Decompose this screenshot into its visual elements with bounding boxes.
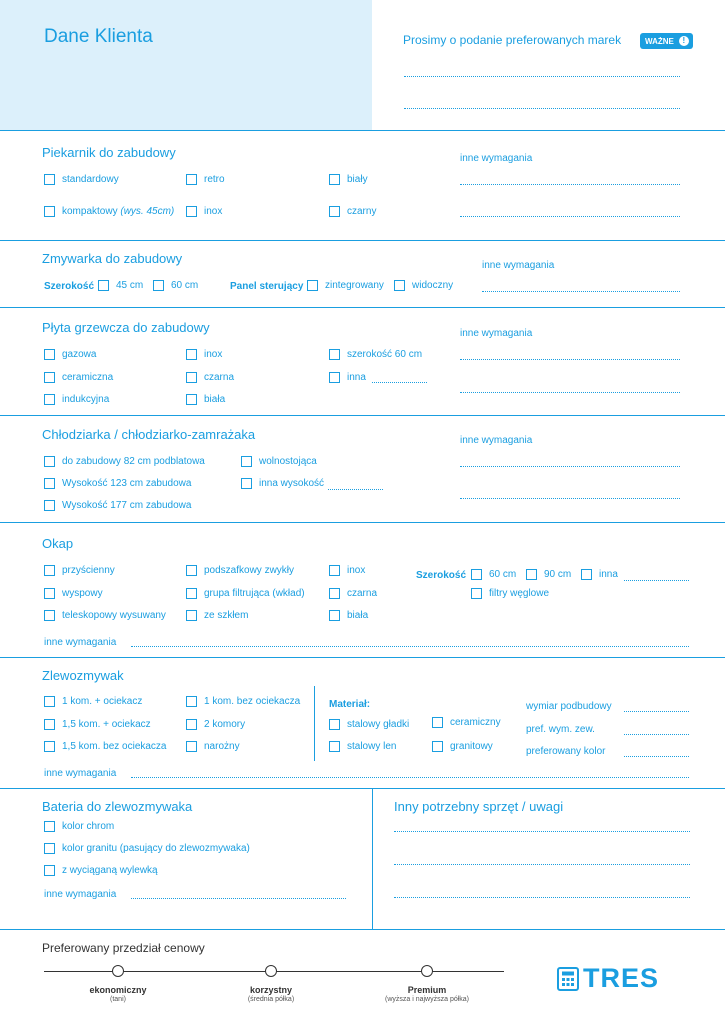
option-pullout[interactable]: z wyciąganą wylewką bbox=[44, 865, 158, 876]
other-req-line[interactable] bbox=[131, 898, 346, 899]
checkbox[interactable] bbox=[329, 741, 340, 752]
other-req-label: inne wymagania bbox=[460, 153, 533, 164]
price-sub: (tani) bbox=[110, 996, 126, 1003]
badge-label: WAŻNE bbox=[645, 36, 674, 46]
price-title: Preferowany przedział cenowy bbox=[42, 941, 205, 955]
hood-title: Okap bbox=[42, 536, 74, 551]
other-req-label: inne wymagania bbox=[460, 435, 533, 446]
option-granite[interactable]: granitowy bbox=[432, 741, 493, 752]
other-req-label: inne wymagania bbox=[482, 260, 555, 271]
other-req-line[interactable] bbox=[460, 466, 680, 467]
option-wall[interactable]: przyścienny bbox=[44, 565, 115, 576]
brands-line[interactable] bbox=[404, 76, 680, 77]
option-width-60[interactable]: szerokość 60 cm bbox=[329, 349, 422, 360]
other-req-line[interactable] bbox=[131, 646, 689, 647]
divider bbox=[0, 522, 725, 523]
divider bbox=[0, 929, 725, 930]
option-90[interactable]: 90 cm bbox=[526, 569, 571, 580]
checkbox[interactable] bbox=[526, 569, 537, 580]
checkbox[interactable] bbox=[186, 206, 197, 217]
field-label: pref. wym. zew. bbox=[526, 724, 595, 735]
field-label: wymiar podbudowy bbox=[526, 701, 612, 712]
option-filter-group[interactable]: grupa filtrująca (wkład) bbox=[186, 588, 305, 599]
other-req-label: inne wymagania bbox=[44, 768, 117, 779]
divider bbox=[0, 307, 725, 308]
checkbox[interactable] bbox=[186, 719, 197, 730]
option-steel-linen[interactable]: stalowy len bbox=[329, 741, 396, 752]
option-ceramic[interactable]: ceramiczna bbox=[44, 372, 113, 383]
option-123[interactable]: Wysokość 123 cm zabudowa bbox=[44, 478, 191, 489]
exclamation-icon: ! bbox=[679, 36, 689, 46]
option-freestanding[interactable]: wolnostojąca bbox=[241, 456, 317, 467]
checkbox[interactable] bbox=[329, 349, 340, 360]
option-other[interactable]: inna bbox=[329, 372, 366, 383]
other-req-label: inne wymagania bbox=[44, 637, 117, 648]
price-node-economy[interactable] bbox=[112, 965, 124, 977]
checkbox[interactable] bbox=[186, 174, 197, 185]
checkbox[interactable] bbox=[186, 349, 197, 360]
option-inox[interactable]: inox bbox=[186, 206, 222, 217]
option-island[interactable]: wyspowy bbox=[44, 588, 103, 599]
option-visible[interactable]: widoczny bbox=[394, 280, 453, 291]
option-chrome[interactable]: kolor chrom bbox=[44, 821, 114, 832]
width-label: Szerokość bbox=[416, 570, 467, 581]
checkbox[interactable] bbox=[153, 280, 164, 291]
option-under-counter[interactable]: do zabudowy 82 cm podblatowa bbox=[44, 456, 205, 467]
sink-title: Zlewozmywak bbox=[42, 668, 124, 683]
checkbox[interactable] bbox=[186, 394, 197, 405]
other-req-line[interactable] bbox=[482, 291, 680, 292]
width-label: Szerokość bbox=[44, 281, 95, 292]
option-1-no-drainer[interactable]: 1 kom. bez ociekacza bbox=[186, 696, 300, 707]
other-req-line[interactable] bbox=[460, 359, 680, 360]
option-gas[interactable]: gazowa bbox=[44, 349, 96, 360]
panel-label: Panel sterujący bbox=[230, 281, 304, 292]
option-steel-smooth[interactable]: stalowy gładki bbox=[329, 719, 409, 730]
checkbox[interactable] bbox=[471, 588, 482, 599]
option-retro[interactable]: retro bbox=[186, 174, 225, 185]
oven-title: Piekarnik do zabudowy bbox=[42, 145, 176, 160]
field-line[interactable] bbox=[624, 756, 689, 757]
option-2-bowls[interactable]: 2 komory bbox=[186, 719, 245, 730]
checkbox[interactable] bbox=[44, 174, 55, 185]
other-req-line[interactable] bbox=[131, 777, 689, 778]
checkbox[interactable] bbox=[44, 719, 55, 730]
price-label: korzystny bbox=[249, 985, 293, 995]
option-black[interactable]: czarna bbox=[186, 372, 234, 383]
divider bbox=[0, 240, 725, 241]
checkbox[interactable] bbox=[44, 478, 55, 489]
other-width-line[interactable] bbox=[624, 580, 689, 581]
checkbox[interactable] bbox=[186, 588, 197, 599]
checkbox[interactable] bbox=[186, 696, 197, 707]
checkbox[interactable] bbox=[44, 349, 55, 360]
other-req-line[interactable] bbox=[460, 392, 680, 393]
other-req-label: inne wymagania bbox=[44, 889, 117, 900]
option-60[interactable]: 60 cm bbox=[153, 280, 198, 291]
checkbox[interactable] bbox=[432, 741, 443, 752]
checkbox[interactable] bbox=[44, 696, 55, 707]
checkbox[interactable] bbox=[44, 372, 55, 383]
checkbox[interactable] bbox=[44, 843, 55, 854]
option-45[interactable]: 45 cm bbox=[98, 280, 143, 291]
notes-line[interactable] bbox=[394, 864, 690, 865]
checkbox[interactable] bbox=[44, 588, 55, 599]
price-sub: (średnia półka) bbox=[247, 996, 295, 1003]
checkbox[interactable] bbox=[98, 280, 109, 291]
option-glass[interactable]: ze szkłem bbox=[186, 610, 248, 621]
checkbox[interactable] bbox=[329, 588, 340, 599]
other-height-line[interactable] bbox=[328, 489, 383, 490]
checkbox[interactable] bbox=[186, 610, 197, 621]
brands-prompt: Prosimy o podanie preferowanych marek bbox=[403, 33, 622, 47]
price-node-standard[interactable] bbox=[265, 965, 277, 977]
checkbox[interactable] bbox=[186, 741, 197, 752]
option-inox[interactable]: inox bbox=[329, 565, 365, 576]
other-req-line[interactable] bbox=[460, 498, 680, 499]
dishwasher-title: Zmywarka do zabudowy bbox=[42, 251, 183, 266]
option-inox[interactable]: inox bbox=[186, 349, 222, 360]
price-label: ekonomiczny bbox=[89, 985, 147, 995]
checkbox[interactable] bbox=[241, 478, 252, 489]
brand-logo bbox=[557, 963, 659, 994]
notes-line[interactable] bbox=[394, 831, 690, 832]
checkbox[interactable] bbox=[329, 372, 340, 383]
material-label: Materiał: bbox=[329, 699, 371, 710]
option-ceramic[interactable]: ceramiczny bbox=[432, 717, 501, 728]
divider bbox=[314, 686, 315, 761]
field-label: preferowany kolor bbox=[526, 746, 606, 757]
option-black[interactable]: czarny bbox=[329, 206, 376, 217]
option-white[interactable]: biała bbox=[329, 610, 368, 621]
price-node-premium[interactable] bbox=[421, 965, 433, 977]
other-req-label: inne wymagania bbox=[460, 328, 533, 339]
divider bbox=[0, 415, 725, 416]
brands-line[interactable] bbox=[404, 108, 680, 109]
checkbox[interactable] bbox=[329, 206, 340, 217]
logo-text: TRES bbox=[583, 963, 660, 993]
checkbox[interactable] bbox=[307, 280, 318, 291]
option-standard[interactable]: standardowy bbox=[44, 174, 119, 185]
checkbox[interactable] bbox=[329, 610, 340, 621]
checkbox[interactable] bbox=[394, 280, 405, 291]
checkbox[interactable] bbox=[329, 719, 340, 730]
other-line[interactable] bbox=[372, 382, 427, 383]
calculator-icon bbox=[557, 967, 579, 991]
checkbox[interactable] bbox=[44, 821, 55, 832]
checkbox[interactable] bbox=[44, 394, 55, 405]
other-req-line[interactable] bbox=[460, 184, 680, 185]
price-sub: (wyższa i najwyższa półka) bbox=[384, 996, 470, 1003]
checkbox[interactable] bbox=[44, 206, 55, 217]
option-telescopic[interactable]: teleskopowy wysuwany bbox=[44, 610, 166, 621]
checkbox[interactable] bbox=[241, 456, 252, 467]
option-granite-color[interactable]: kolor granitu (pasujący do zlewozmywaka) bbox=[44, 843, 250, 854]
checkbox[interactable] bbox=[44, 456, 55, 467]
important-badge bbox=[640, 33, 693, 49]
option-other-width[interactable]: inna bbox=[581, 569, 618, 580]
fridge-title: Chłodziarka / chłodziarko-zamrażaka bbox=[42, 427, 256, 442]
checkbox[interactable] bbox=[44, 741, 55, 752]
notes-line[interactable] bbox=[394, 897, 690, 898]
other-req-line[interactable] bbox=[460, 216, 680, 217]
checkbox[interactable] bbox=[581, 569, 592, 580]
faucet-title: Bateria do zlewozmywaka bbox=[42, 799, 193, 814]
option-177[interactable]: Wysokość 177 cm zabudowa bbox=[44, 500, 191, 511]
other-title: Inny potrzebny sprzęt / uwagi bbox=[394, 799, 564, 814]
divider bbox=[0, 788, 725, 789]
field-line[interactable] bbox=[624, 734, 689, 735]
header-panel bbox=[0, 0, 372, 130]
checkbox[interactable] bbox=[186, 372, 197, 383]
checkbox[interactable] bbox=[44, 565, 55, 576]
checkbox[interactable] bbox=[44, 865, 55, 876]
option-15-no-drainer[interactable]: 1,5 kom. bez ociekacza bbox=[44, 741, 167, 752]
divider bbox=[0, 657, 725, 658]
option-corner[interactable]: narożny bbox=[186, 741, 240, 752]
option-60[interactable]: 60 cm bbox=[471, 569, 516, 580]
page-title: Dane Klienta bbox=[44, 26, 153, 47]
hob-title: Płyta grzewcza do zabudowy bbox=[42, 320, 210, 335]
divider bbox=[372, 788, 373, 929]
option-compact[interactable]: kompaktowy (wys. 45cm) bbox=[44, 206, 174, 217]
option-15-drainer[interactable]: 1,5 kom. + ociekacz bbox=[44, 719, 151, 730]
price-label: Premium bbox=[407, 985, 447, 995]
option-white[interactable]: biały bbox=[329, 174, 368, 185]
option-undercabinet[interactable]: podszafkowy zwykły bbox=[186, 565, 294, 576]
checkbox[interactable] bbox=[44, 500, 55, 511]
option-other-height[interactable]: inna wysokość bbox=[241, 478, 324, 489]
option-black[interactable]: czarna bbox=[329, 588, 377, 599]
checkbox[interactable] bbox=[329, 174, 340, 185]
option-induction[interactable]: indukcyjna bbox=[44, 394, 109, 405]
checkbox[interactable] bbox=[329, 565, 340, 576]
divider bbox=[0, 130, 725, 131]
checkbox[interactable] bbox=[471, 569, 482, 580]
checkbox[interactable] bbox=[186, 565, 197, 576]
field-line[interactable] bbox=[624, 711, 689, 712]
checkbox[interactable] bbox=[44, 610, 55, 621]
option-1-drainer[interactable]: 1 kom. + ociekacz bbox=[44, 696, 142, 707]
checkbox[interactable] bbox=[432, 717, 443, 728]
option-carbon-filters[interactable]: filtry węglowe bbox=[471, 588, 549, 599]
option-white[interactable]: biała bbox=[186, 394, 225, 405]
option-integrated[interactable]: zintegrowany bbox=[307, 280, 384, 291]
